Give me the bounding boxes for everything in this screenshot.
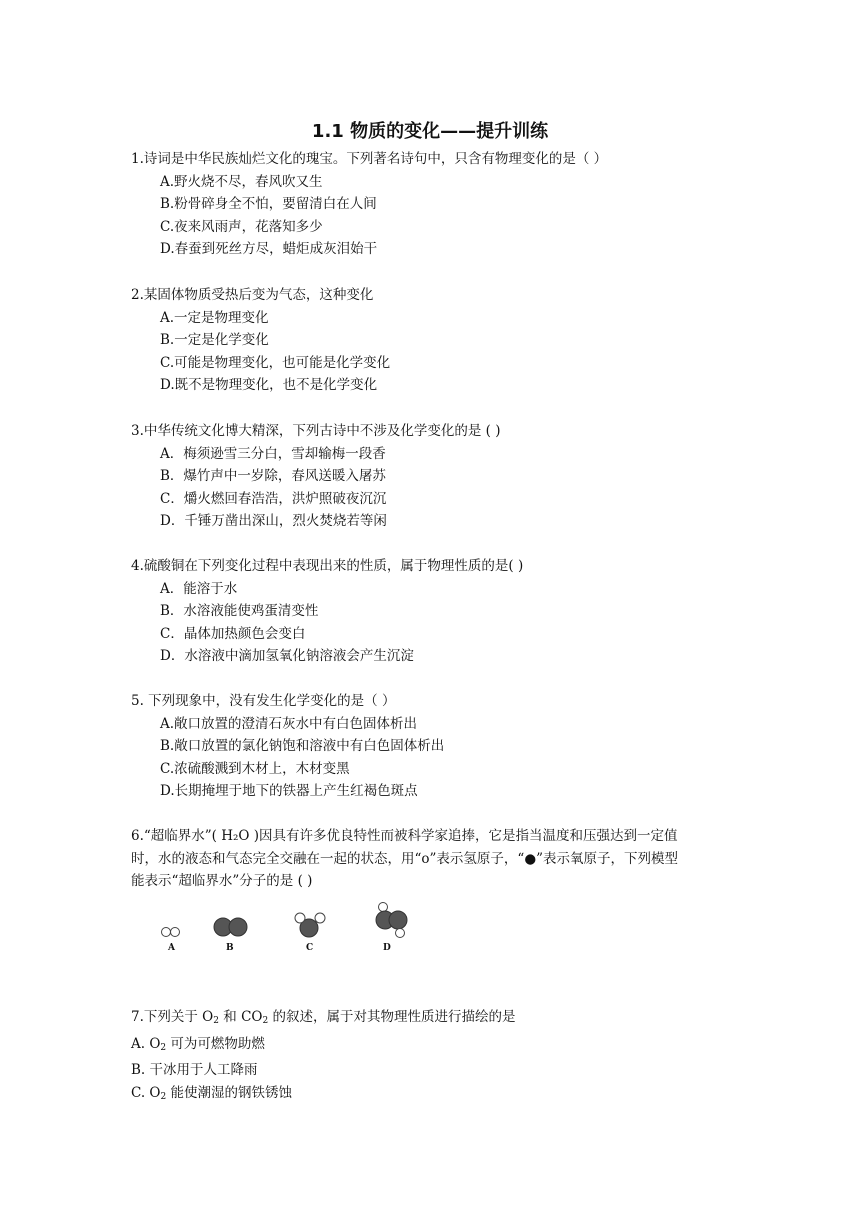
question-stem: 5. 下列现象中，没有发生化学变化的是（ ）: [131, 693, 396, 709]
option-d: D.既不是物理变化，也不是化学变化: [160, 377, 378, 393]
option-a: A．能溶于水: [160, 580, 238, 597]
question-stem-line-2: 时，水的液态和气态完全交融在一起的状态，用“o”表示氢原子，“●”表示氧原子，下列模型: [131, 850, 679, 867]
question-stem-line-3: 能表示“超临界水”分子的是 ( ): [131, 873, 313, 889]
question-3: [131, 420, 731, 533]
molecule-a-label: A: [168, 943, 175, 953]
option-text: C. O: [131, 1084, 161, 1101]
option-c: C.浓硫酸溅到木材上，木材变黑: [160, 760, 350, 777]
option-c: [131, 1082, 731, 1109]
option-d: D.春蚕到死丝方尽，蜡炬成灰泪始干: [160, 241, 378, 257]
stem-text: 7.下列关于 O: [131, 1009, 214, 1025]
molecule-b-label: B: [226, 943, 234, 953]
option-b: B.粉骨碎身全不怕，要留清白在人间: [160, 196, 377, 212]
option-text: 可为可燃物助燃: [166, 1035, 265, 1052]
molecule-d-label: D: [383, 943, 391, 953]
option-b: B.敞口放置的氯化钠饱和溶液中有白色固体析出: [160, 738, 445, 754]
question-5: [131, 690, 731, 803]
option-text: 能使潮湿的钢铁锈蚀: [166, 1084, 293, 1101]
option-b: B．爆竹声中一岁除，春风送暖入屠苏: [160, 468, 386, 484]
molecule-a-model: [160, 924, 184, 943]
option-c: C.可能是物理变化，也可能是化学变化: [160, 354, 391, 371]
option-d: D．千锤万凿出深山，烈火焚烧若等闲: [160, 513, 387, 529]
option-c: C.夜来风雨声，花落知多少: [160, 218, 323, 235]
option-a: A．梅须逊雪三分白，雪却输梅一段香: [160, 445, 386, 462]
question-stem-line-1: 6.“超临界水”( H₂O )因具有许多优良特性而被科学家追捧，它是指当温度和压强达到一定值: [131, 828, 678, 844]
option-d: D.长期掩埋于地下的铁器上产生红褐色斑点: [160, 783, 418, 799]
question-1: [131, 148, 731, 261]
page-title: 1.1 物质的变化——提升训练: [311, 121, 549, 142]
option-a: [131, 1033, 731, 1060]
subscript: 2: [160, 1042, 167, 1053]
question-6: [131, 825, 731, 893]
subscript: 2: [160, 1091, 167, 1102]
option-a: A.一定是物理变化: [160, 309, 269, 326]
option-d: D．水溶液中滴加氢氧化钠溶液会产生沉淀: [160, 648, 414, 664]
stem-text: 和 CO: [218, 1009, 263, 1025]
molecule-b-model: [212, 915, 250, 943]
molecule-c-model: [292, 910, 328, 944]
molecule-d-model: [372, 900, 414, 944]
question-stem: 3.中华传统文化博大精深，下列古诗中不涉及化学变化的是 ( ): [131, 423, 501, 439]
subscript: 2: [213, 1016, 219, 1026]
option-b: B.一定是化学变化: [160, 332, 269, 348]
question-7: [131, 1006, 731, 1108]
option-a: A.野火烧不尽，春风吹又生: [160, 173, 323, 190]
question-4: [131, 555, 731, 668]
option-c: C．晶体加热颜色会变白: [160, 625, 306, 642]
option-b: B. 干冰用于人工降雨: [131, 1062, 258, 1078]
question-stem: 1.诗词是中华民族灿烂文化的瑰宝。下列著名诗句中，只含有物理变化的是（ ）: [131, 151, 608, 167]
molecule-c-label: C: [306, 943, 314, 953]
option-b: B．水溶液能使鸡蛋清变性: [160, 603, 319, 619]
subscript: 2: [262, 1016, 269, 1026]
question-stem: 4.硫酸铜在下列变化过程中表现出来的性质，属于物理性质的是( ): [131, 558, 524, 574]
option-a: A.敞口放置的澄清石灰水中有白色固体析出: [160, 715, 418, 732]
question-stem: [131, 1006, 731, 1033]
stem-text: 的叙述，属于对其物理性质进行描绘的是: [268, 1009, 516, 1025]
option-c: C．爝火燃回春浩浩，洪炉照破夜沉沉: [160, 490, 387, 507]
question-2: [131, 284, 731, 397]
question-stem: 2.某固体物质受热后变为气态，这种变化: [131, 287, 374, 303]
option-text: A. O: [131, 1035, 161, 1052]
